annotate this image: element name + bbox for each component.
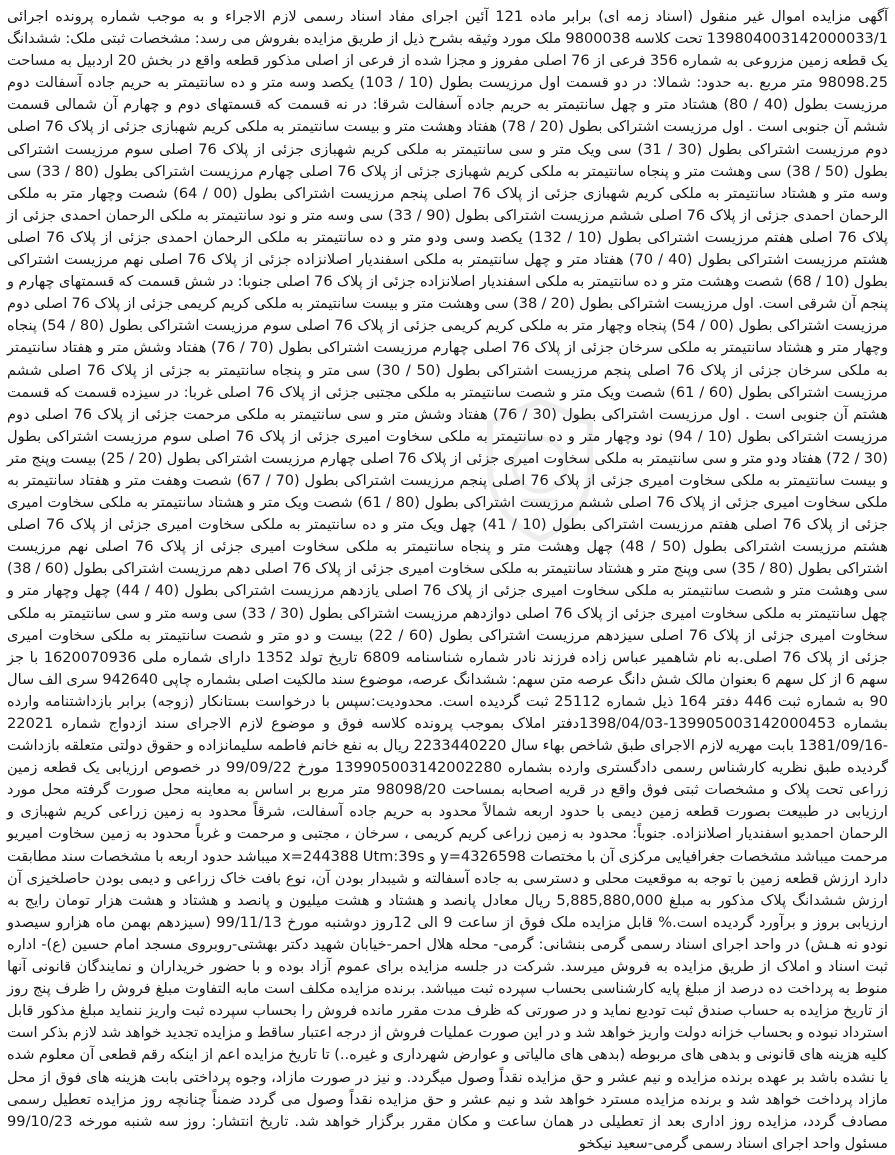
notice-body-text: آگهی مزایده اموال غیر منقول (اسناد زمه ای) برابر ماده 121 آئین اجرای مفاد اسناد رسمی لازم الاجراء و به موجب شماره پرونده اجرائی 139804003142000033/1 تحت کلاسه 9800038 ملک مورد وثیقه بشرح ذیل از طریق مزایده بفروش می رسد: مشخصات ثبتی ملک: ششدانگ یک قطعه زمین مزروعی به شماره 356 فرعی از 76 اصلی مفروز و مجزا شده از فرعی از اصلی مذکور قطعه واقع در بخش 20 اردبیل به مساحت 98098.25 متر مربع .به حدود: شمالا: در دو قسمت اول مرزیست بطول (10 / 103) یکصد وسه متر و ده سانتیمتر به حریم جاده آسفالت دوم مرزیست بطول (40 / 80) هشتاد متر و چهل سانتیمتر به حریم جاده آسفالت شرقا: در نه قسمت که قسمتهای دوم و چهارم آن شمالی قسمت ششم آن جنوبی است . اول مرزیست اشتراکی بطول (20 / 78) هفتاد وهشت متر و بیست سانتیمتر به ملکی کریم شهبازی جزئی از پلاک 76 اصلی دوم مرزیست اشتراکی بطول (30 / 31) سی ویک متر و سی سانتیمتر به ملکی کریم شهبازی جزئی از پلاک 76 اصلی سوم مرزیست اشتراکی بطول (50 / 38) سی وهشت متر و پنجاه سانتیمتر به ملکی کریم شهبازی جزئی از پلاک 76 اصلی چهارم مرزیست اشتراکی بطول (80 / 33) سی وسه متر و هشتاد سانتیمتر به ملکی کریم شهبازی جزئی از پلاک 76 اصلی پنجم مرزیست اشتراکی بطول (00 / 64) شصت وچهار متر به ملکی الرحمان احمدی جزئی از پلاک 76 اصلی ششم مرزیست اشتراکی بطول (90 / 33) سی وسه متر و نود سانتیمتر به ملکی الرحمان احمدی جزئی از پلاک 76 اصلی هفتم مرزیست اشتراکی بطول (10 / 132) یکصد وسی ودو متر و ده سانتیمتر به ملکی الرحمان احمدی جزئی از پلاک 76 اصلی هشتم مرزیست اشتراکی بطول (40 / 70) هفتاد متر و چهل سانتیمتر به ملکی اسفندیار اصلانزاده جزئی از پلاک 76 اصلی نهم مرزیست اشتراکی بطول (10 / 68) شصت وهشت متر و ده سانتیمتر به ملکی اسفندیار اصلانزاده جزئی از پلاک 76 اصلی جنوبا: در شش قسمت که قسمتهای چهارم و پنجم آن شرقی است. اول مرزیست اشتراکی بطول (20 / 38) سی وهشت متر و بیست سانتیمتر به ملکی کریم کریمی جزئی از پلاک 76 اصلی دوم مرزیست اشتراکی بطول (00 / 54) پنجاه وچهار متر به ملکی کریم کریمی جزئی از پلاک 76 اصلی سوم مرزیست اشتراکی بطول (80 / 54) پنجاه وچهار متر و هشتاد سانتیمتر به ملکی سرخان جزئی از پلاک 76 اصلی چهارم مرزیست اشتراکی بطول (70 / 76) هفتاد وشش متر و هفتاد سانتیمتر به ملکی سرخان جزئی از پلاک 76 اصلی پنجم مرزیست اشتراکی بطول (50 / 30) سی متر و پنجاه سانتیمتر به جزئی از پلاک 76 اصلی ششم مرزیست اشتراکی بطول (60 / 61) شصت ویک متر و شصت سانتیمتر به ملکی مجتبی جزئی از پلاک 76 اصلی غربا: در سیزده قسمت که قسمت هشتم آن جنوبی است . اول مرزیست اشتراکی بطول (30 / 76) هفتاد وشش متر و سی سانتیمتر به ملکی مرحمت جزئی از پلاک 76 اصلی دوم مرزیست اشتراکی بطول (10 / 94) نود وچهار متر و ده سانتیمتر به ملکی سخاوت امیری جزئی از پلاک 76 اصلی سوم مرزیست اشتراکی بطول (30 / 72) هفتاد ودو متر و سی سانتیمتر به ملکی سخاوت امیری جزئی از پلاک 76 اصلی چهارم مرزیست اشتراکی بطول (20 / 25) بیست وپنج متر و بیست سانتیمتر به ملکی سخاوت امیری جزئی از پلاک 76 اصلی پنجم مرزیست اشتراکی بطول (70 / 67) شصت وهفت متر و هفتاد سانتیمتر به ملکی سخاوت امیری جزئی از پلاک 76 اصلی ششم مرزیست اشتراکی بطول (80 / 61) شصت ویک متر و هشتاد سانتیمتر به ملکی سخاوت امیری جزئی از پلاک 76 اصلی هفتم مرزیست اشتراکی بطول (10 / 41) چهل ویک متر و ده سانتیمتر به ملکی سخاوت امیری جزئی از پلاک 76 اصلی هشتم مرزیست اشتراکی بطول (50 / 48) چهل وهشت متر و پنجاه سانتیمتر به ملکی سخاوت امیری جزئی از پلاک 76 اصلی نهم مرزیست اشتراکی بطول (80 / 35) سی وپنج متر و هشتاد سانتیمتر به ملکی سخاوت امیری جزئی از پلاک 76 اصلی دهم مرزیست اشتراکی بطول (60 / 38) سی وهشت متر و شصت سانتیمتر به ملکی سخاوت امیری جزئی از پلاک 76 اصلی یازدهم مرزیست اشتراکی بطول (40 / 44) چهل وچهار متر و چهل سانتیمتر به ملکی سخاوت امیری جزئی از پلاک 76 اصلی دوازدهم مرزیست اشتراکی بطول (30 / 33) سی وسه متر و سی سانتیمتر به ملکی سخاوت امیری جزئی از پلاک 76 اصلی سیزدهم مرزیست اشتراکی بطول (60 / 22) بیست و دو متر و شصت سانتیمتر به ملکی سخاوت امیری جزئی از پلاک 76 اصلی.به نام شاهمیر عباس زاده فرزند نادر شماره شناسنامه 6809 تاریخ تولد 1352 دارای شماره ملی 1620070936 با جز سهم 6 از کل سهم 6 بعنوان مالک شش دانگ عرصه متن سهم: ششدانگ عرصه، موضوع سند مالکیت اصلی بشماره چاپی 942640 سری الف سال 90 به شماره ثبت 446 دفتر 164 ذیل شماره 25112 ثبت گردیده است. محدودیت:سپس با درخواست بستانکار (زوجه) برابر بازداشتنامه وارده بشماره 139905003142000453-1398/04/03دفتر املاک بموجب پرونده کلاسه فوق و موضوع لازم الاجرای سند ازدواج شماره 22021 -1381/09/16 بابت مهریه لازم الاجرای طبق شاخص بهاء سال 2233440220 ریال به نفع خانم فاطمه سلیمانزاده و حقوق دولتی متعلقه بازداشت گردیده طبق نظریه کارشناس رسمی دادگستری وارده بشماره 139905003142002280 مورخ 99/09/22 در خصوص ارزیابی یک قطعه زمین زراعی تحت پلاک و مشخصات ثبتی فوق واقع در قریه اصحابه بمساحت 98098/20 متر مربع بر اساس به معاینه محل صورت گرفته محل مورد ارزیابی در طبیعت بصورت قطعه زمین دیمی با حدود اربعه شمالاً محدود به حریم جاده آسفالت، شرقاً محدود به زمین زراعی کریم شهبازی و الرحمان احمدیو اسفندیار اصلانزاده. جنوباً: محدود به زمین زراعی کریم کریمی ، سرخان ، مجتبی و مرحمت و غرباً محدود به زمین سخاوت امیریو مرحمت میباشد مشخصات جغرافیایی مرکزی آن با مختصات y=4326598 و x=244388 Utm:39s میباشد حدود اربعه با مشخصات سند مطابقت دارد ارزش قطعه زمین با توجه به موقعیت محلی و دسترسی به جاده آسفالته و شیبدار بودن آن، نوع بافت خاک زراعی و دیمی بودن حاصلخیزی آن ارزش ششدانگ پلاک مذکور به مبلغ 5,885,880,000 ریال معادل پانصد و هشتاد و هشت میلیون و پانصد و هشتاد و هشت هزار تومان رایج به ارزیابی بروز و برآورد گردیده است.% قابل مزایده ملک فوق از ساعت 9 الی 12روز دوشنبه مورخ 99/11/13 (سیزدهم بهمن ماه هزارو سیصدو نودو نه هـش) در واحد اجرای اسناد رسمی گرمی بنشانی: گرمی- محله هلال احمر-خیابان شهید دکتر بهشتی-روبروی مسجد امام حسین (ع)- اداره ثبت اسناد و املاک از طریق مزایده به فروش میرسد. شرکت در جلسه مزایده برای عموم آزاد بوده و با حضور خریداران و نمایندگان قانونی آنها منوط به پرداخت ده درصد از مبلغ پایه کارشناسی بحساب سپرده ثبت میباشد. برنده مزایده مکلف است مابه التفاوت مبلغ فروش را ظرف پنج روز از تاریخ مزایده به حساب صندق ثبت تودیع نماید و در صورتی که ظرف مدت مقرر مانده فروش را بحساب سپرده ثبت واریز ننماید مبلغ مذکور قابل استرداد نبوده و بحساب خزانه دولت واریز خواهد شد و در این صورت عملیات فروش از درجه اعتبار ساقط و مزایده تجدید خواهد شد لازم بذکر است کلیه هزینه های قانونی و بدهی های مربوطه (بدهی های مالیاتی و عوارض شهرداری و غیره..) تا تاریخ مزایده اعم از اینکه رقم قطعی آن معلوم شده یا نشده باشد بر عهده برنده مزایده و نیم عشر و حق مزایده نقداً وصول میگردد. و نیز در صورت مازاد، وجوه پرداختی بابت هزینه های فوق از محل مازاد پرداخت خواهد شد و برنده مزایده مسترد خواهد شد و نیم عشر و حق مزایده نقداً وصول می گردد ضمناً چنانچه روز مزایده تعطیل رسمی مصادف گردد، مزایده روز اداری بعد از تعطیلی در همان ساعت و مکان مقرر برگزار خواهد شد. تاریخ انتشار: روز سه شنبه مورخه 99/10/23 مسئول واحد اجرای اسناد رسمی گرمی-سعید نیکخو [7, 8, 889, 1152]
